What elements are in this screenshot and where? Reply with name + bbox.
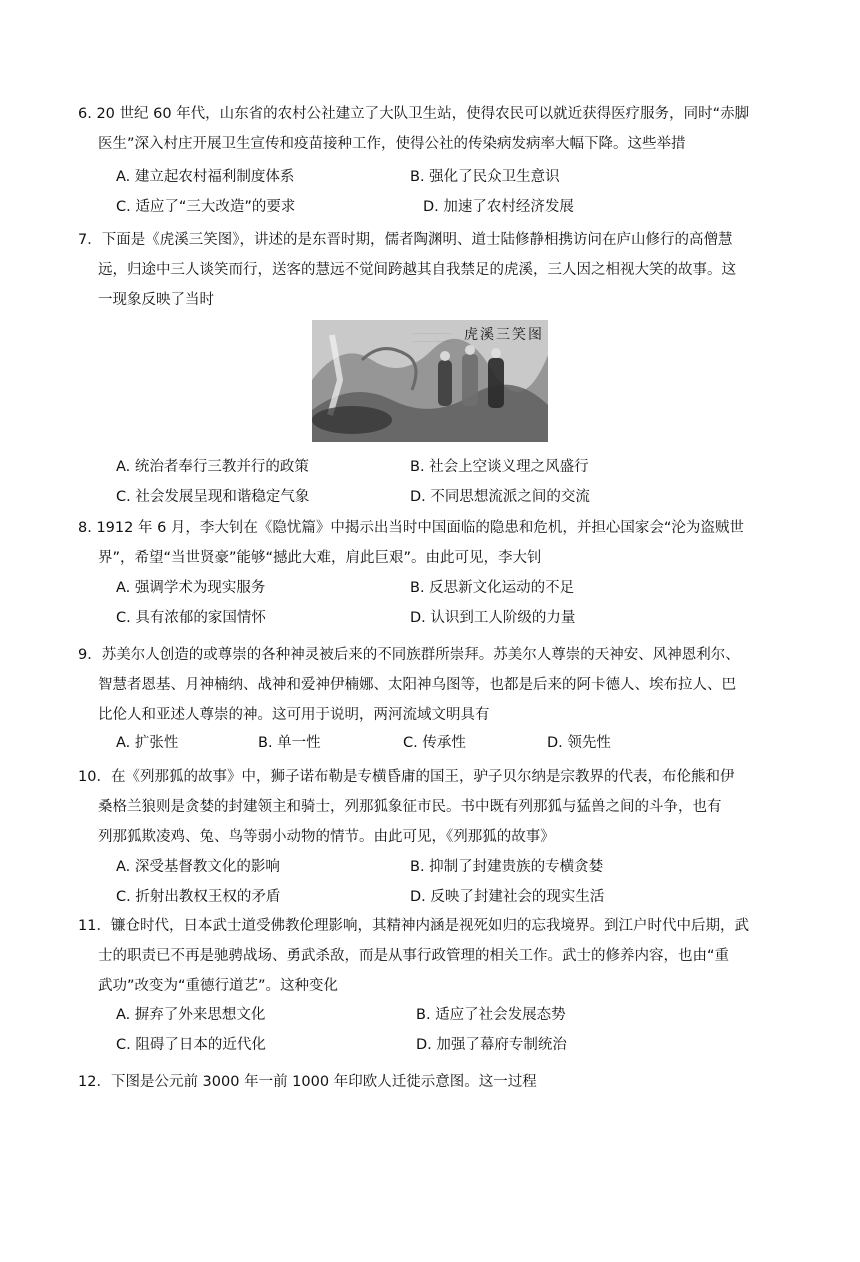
question-11-option-d: D. 加强了幕府专制统治	[416, 1037, 567, 1053]
question-7-line-2: 远，归途中三人谈笑而行，送客的慧远不觉间跨越其自我禁足的虎溪，三人因之相视大笑的故事。这	[98, 262, 736, 278]
svg-text:……………………: ……………………	[412, 338, 452, 344]
question-6-line-2: 医生”深入村庄开展卫生宣传和疫苗接种工作，使得公社的传染病发病率大幅下降。这些举措	[98, 136, 686, 152]
question-11-option-a: A. 摒弃了外来思想文化	[116, 1007, 266, 1023]
question-6-option-d: D. 加速了农村经济发展	[423, 199, 574, 215]
question-10-line-1: 10．在《列那狐的故事》中，狮子诺布勒是专横昏庸的国王，驴子贝尔纳是宗教界的代表，布伦熊和伊	[78, 769, 735, 785]
question-8-line-1: 8. 1912 年 6 月，李大钊在《隐忧篇》中揭示出当时中国面临的隐患和危机，并担心国家会“沦为盗贼世	[78, 520, 744, 536]
question-11-option-c: C. 阻碍了日本的近代化	[116, 1037, 266, 1053]
question-9-line-3: 比伦人和亚述人尊崇的神。这可用于说明，两河流域文明具有	[98, 707, 490, 723]
question-12-line-1: 12．下图是公元前 3000 年一前 1000 年印欧人迁徙示意图。这一过程	[78, 1074, 537, 1090]
question-7-option-a: A. 统治者奉行三教并行的政策	[116, 459, 309, 475]
question-6-option-a: A. 建立起农村福利制度体系	[116, 169, 295, 185]
question-10-option-b: B. 抑制了封建贵族的专横贪婪	[410, 859, 604, 875]
question-7-option-b: B. 社会上空谈义理之风盛行	[410, 459, 589, 475]
question-8-option-a: A. 强调学术为现实服务	[116, 580, 266, 596]
question-10-line-2: 桑格兰狼则是贪婪的封建领主和骑士，列那狐象征市民。书中既有列那狐与猛兽之间的斗争，也有	[98, 799, 722, 815]
question-11-line-1: 11．镰仓时代，日本武士道受佛教伦理影响，其精神内涵是视死如归的忘我境界。到江户时代中后期，武	[78, 918, 749, 934]
question-9-option-c: C. 传承性	[403, 735, 466, 751]
question-11-line-3: 武功”改变为“重德行道艺”。这种变化	[98, 978, 339, 994]
question-10-line-3: 列那狐欺凌鸡、兔、鸟等弱小动物的情节。由此可见，《列那狐的故事》	[98, 829, 555, 845]
question-7-option-d: D. 不同思想流派之间的交流	[410, 489, 590, 505]
question-9-line-2: 智慧者恩基、月神楠纳、战神和爱神伊楠娜、太阳神乌图等，也都是后来的阿卡德人、埃布拉人、巴	[98, 677, 736, 693]
question-9-option-d: D. 领先性	[547, 735, 611, 751]
question-7-line-3: 一现象反映了当时	[98, 292, 214, 308]
hu-xi-san-xiao-painting	[312, 320, 548, 442]
question-7-option-c: C. 社会发展呈现和谐稳定气象	[116, 489, 310, 505]
question-6-line-1: 6. 20 世纪 60 年代，山东省的农村公社建立了大队卫生站，使得农民可以就近获得医疗服务，同时“赤脚	[78, 106, 750, 122]
question-10-option-c: C. 折射出教权王权的矛盾	[116, 889, 281, 905]
question-6-option-c: C. 适应了“三大改造”的要求	[116, 199, 296, 215]
question-7-line-1: 7．下面是《虎溪三笑图》，讲述的是东晋时期，儒者陶渊明、道士陆修静相携访问在庐山修行的高僧慧	[78, 232, 733, 248]
question-8-line-2: 界”，希望“当世贤豪”能够“撼此大难，肩此巨艰”。由此可见，李大钊	[98, 550, 542, 566]
question-9-line-1: 9．苏美尔人创造的或尊崇的各种神灵被后来的不同族群所崇拜。苏美尔人尊崇的天神安、风神恩利尔、	[78, 647, 740, 663]
question-10-option-a: A. 深受基督教文化的影响	[116, 859, 280, 875]
question-8-option-b: B. 反思新文化运动的不足	[410, 580, 575, 596]
svg-text:……………………: ……………………	[412, 330, 452, 336]
question-9-option-a: A. 扩张性	[116, 735, 179, 751]
three-figures	[438, 345, 504, 408]
question-9-option-b: B. 单一性	[258, 735, 321, 751]
question-10-option-d: D. 反映了封建社会的现实生活	[410, 889, 605, 905]
painting-caption: 虎溪三笑图	[464, 327, 544, 343]
question-8-option-d: D. 认识到工人阶级的力量	[410, 610, 576, 626]
question-11-option-b: B. 适应了社会发展态势	[416, 1007, 566, 1023]
question-6-option-b: B. 强化了民众卫生意识	[410, 169, 560, 185]
question-11-line-2: 士的职责已不再是驰骋战场、勇武杀敌，而是从事行政管理的相关工作。武士的修养内容，也由“重	[98, 948, 730, 964]
question-8-option-c: C. 具有浓郁的家国情怀	[116, 610, 266, 626]
